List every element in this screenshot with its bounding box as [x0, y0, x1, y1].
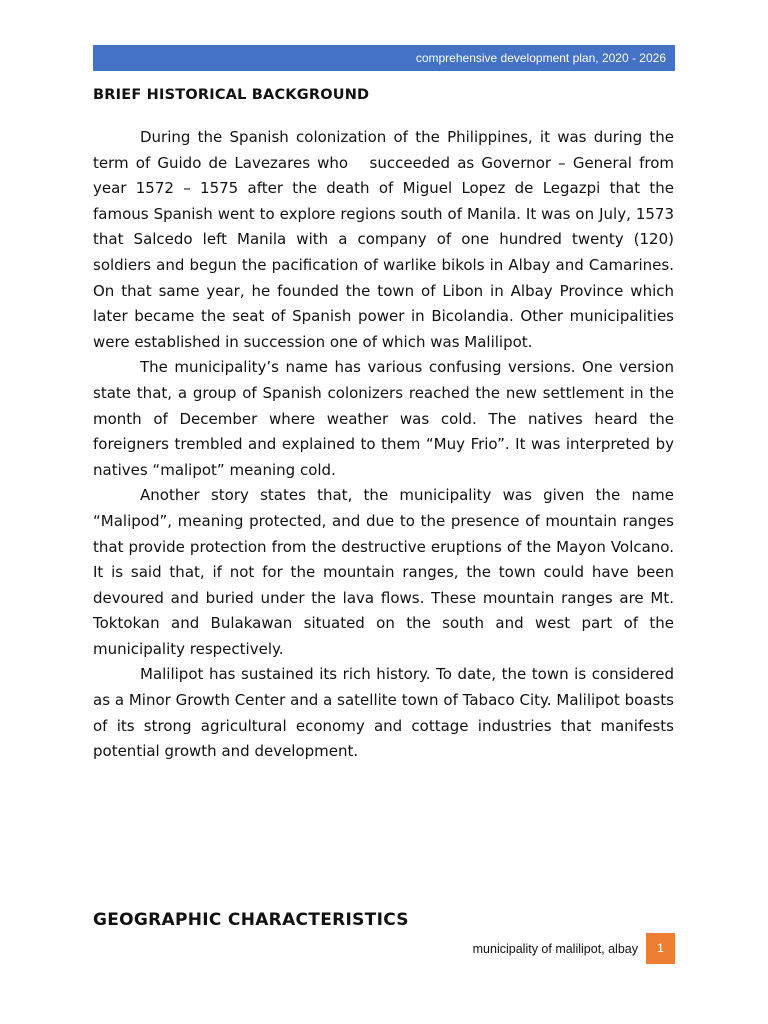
section-title-geographic-characteristics: GEOGRAPHIC CHARACTERISTICS [93, 910, 409, 930]
page-number-badge: 1 [646, 933, 675, 964]
historical-background-body [93, 125, 674, 765]
paragraph: The municipality’s name has various confusing versions. One version state that, a group of Spanish colonizers reached the new settlement in the month of December where weather was cold. The natives heard the foreigners trembled and explained to them “Muy Frio”. It was interpreted by natives “malipot” meaning cold. [93, 358, 674, 479]
document-header-title: comprehensive development plan, 2020 - 2026 [415, 51, 666, 65]
paragraph: During the Spanish colonization of the Philippines, it was during the term of Guido de Lavezares who succeeded as Governor – General from year 1572 – 1575 after the death of Miguel Lopez de Legazpi that the famous Spanish went to explore regions south of Manila. It was on July, 1573 that Salcedo left Manila with a company of one hundred twenty (120) soldiers and begun the pacification of warlike bikols in Albay and Camarines. On that same year, he founded the town of Libon in Albay Province which later became the seat of Spanish power in Bicolandia. Other municipalities were established in succession one of which was Malilipot. [93, 128, 674, 351]
paragraph: Another story states that, the municipality was given the name “Malipod”, meaning protected, and due to the presence of mountain ranges that provide protection from the destructive eruptions of the Mayon Volcano. It is said that, if not for the mountain ranges, the town could have been devoured and buried under the lava flows. These mountain ranges are Mt. Toktokan and Bulakawan situated on the south and west part of the municipality respectively. [93, 486, 674, 658]
paragraph: Malilipot has sustained its rich history. To date, the town is considered as a Minor Growth Center and a satellite town of Tabaco City. Malilipot boasts of its strong agricultural economy and cottage industries that manifests potential growth and development. [93, 665, 674, 761]
section-title-historical-background: BRIEF HISTORICAL BACKGROUND [93, 87, 370, 103]
header-bar [93, 45, 675, 71]
page-footer-text: municipality of malilipot, albay [472, 942, 638, 956]
